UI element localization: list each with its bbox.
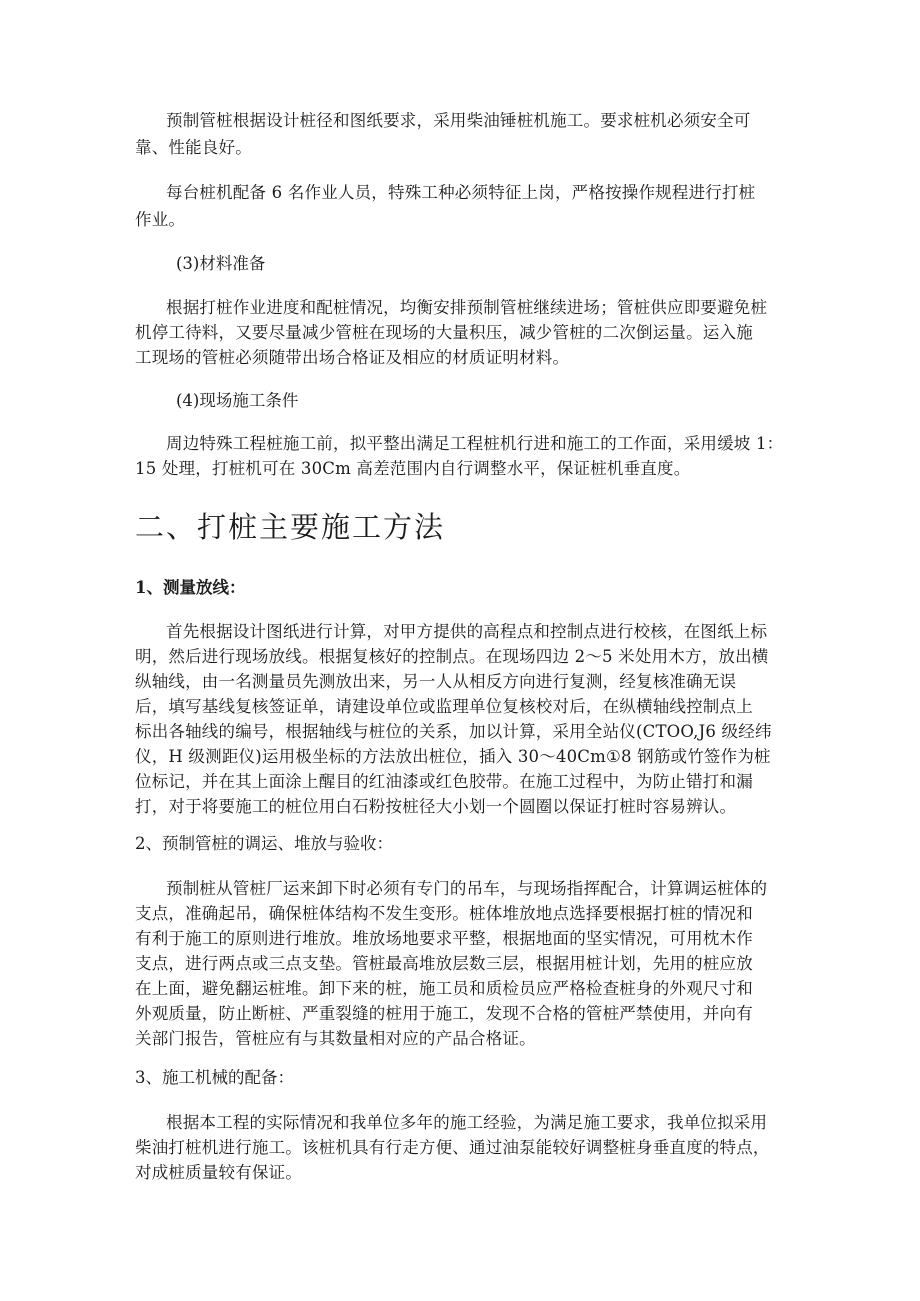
paragraph-line: 柴油打桩机进行施工。该桩机具有行走方便、通过油泵能较好调整桩身垂直度的特点， xyxy=(135,1138,770,1157)
paragraph-line: 预制桩从管桩厂运来卸下时必须有专门的吊车，与现场指挥配合，计算调运桩体的 xyxy=(166,879,768,898)
paragraph-line: 15 处理，打桩机可在 30Cm 高差范围内自行调整水平，保证桩机垂直度。 xyxy=(135,459,691,478)
paragraph-line: 每台桩机配备 6 名作业人员，特殊工种必须特征上岗，严格按操作规程进行打桩 xyxy=(166,183,756,202)
section-title: 1、测量放线： xyxy=(135,578,246,597)
paragraph-line: 根据打桩作业进度和配桩情况，均衡安排预制管桩继续进场；管桩供应即要避免桩 xyxy=(166,298,768,317)
section-title: 3、施工机械的配备： xyxy=(135,1068,294,1087)
paragraph-line: 打，对于将要施工的桩位用白石粉按桩径大小划一个圆圈以保证打桩时容易辨认。 xyxy=(135,797,737,816)
paragraph-line: 明，然后进行现场放线。根据复核好的控制点。在现场四边 2～5 米处用木方，放出横 xyxy=(135,647,769,666)
paragraph-line: 首先根据设计图纸进行计算，对甲方提供的高程点和控制点进行校核，在图纸上标 xyxy=(166,622,768,641)
paragraph-line: 根据本工程的实际情况和我单位多年的施工经验，为满足施工要求，我单位拟采用 xyxy=(166,1113,768,1132)
section-heading: 二、打桩主要施工方法 xyxy=(135,510,446,544)
paragraph-line: 外观质量，防止断桩、严重裂缝的桩用于施工，发现不合格的管桩严禁使用，并向有 xyxy=(135,1004,753,1023)
paragraph-line: 仪，H 级测距仪)运用极坐标的方法放出桩位，插入 30～40Cm①8 钢筋或竹签作为桩 xyxy=(135,747,771,766)
paragraph-line: 靠、性能良好。 xyxy=(135,138,252,157)
paragraph-line: 对成桩质量较有保证。 xyxy=(135,1163,302,1182)
paragraph-line: 周边特殊工程桩施工前，拟平整出满足工程桩机行进和施工的工作面，采用缓坡 1： xyxy=(166,434,784,453)
paragraph-line: 后，填写基线复核签证单，请建设单位或监理单位复核校对后，在纵横轴线控制点上 xyxy=(135,697,753,716)
paragraph-line: 关部门报告，管桩应有与其数量相对应的产品合格证。 xyxy=(135,1029,536,1048)
subsection-heading: (4)现场施工条件 xyxy=(176,391,299,410)
subsection-heading: (3)材料准备 xyxy=(176,254,266,273)
paragraph-line: 有利于施工的原则进行堆放。堆放场地要求平整，根据地面的坚实情况，可用枕木作 xyxy=(135,929,753,948)
paragraph-line: 位标记，并在其上面涂上醒目的红油漆或红色胶带。在施工过程中，为防止错打和漏 xyxy=(135,772,753,791)
paragraph-line: 支点，进行两点或三点支垫。管桩最高堆放层数三层，根据用桩计划，先用的桩应放 xyxy=(135,954,753,973)
paragraph-line: 支点，准确起吊，确保桩体结构不发生变形。桩体堆放地点选择要根据打桩的情况和 xyxy=(135,904,753,923)
paragraph-line: 机停工待料，又要尽量减少管桩在现场的大量积压，减少管桩的二次倒运量。运入施 xyxy=(135,323,753,342)
paragraph-line: 作业。 xyxy=(135,210,186,229)
paragraph-line: 纵轴线，由一名测量员先测放出来，另一人从相反方向进行复测，经复核准确无误 xyxy=(135,672,737,691)
paragraph-line: 工现场的管桩必须随带出场合格证及相应的材质证明材料。 xyxy=(135,348,570,367)
section-title: 2、预制管桩的调运、堆放与验收： xyxy=(135,834,393,853)
paragraph-line: 在上面，避免翻运桩堆。卸下来的桩，施工员和质检员应严格检查桩身的外观尺寸和 xyxy=(135,979,753,998)
paragraph-line: 预制管桩根据设计桩径和图纸要求，采用柴油锤桩机施工。要求桩机必须安全可 xyxy=(166,111,751,130)
paragraph-line: 标出各轴线的编号，根据轴线与桩位的关系，加以计算，采用全站仪(CTOO,J6 级经纬 xyxy=(135,722,772,741)
